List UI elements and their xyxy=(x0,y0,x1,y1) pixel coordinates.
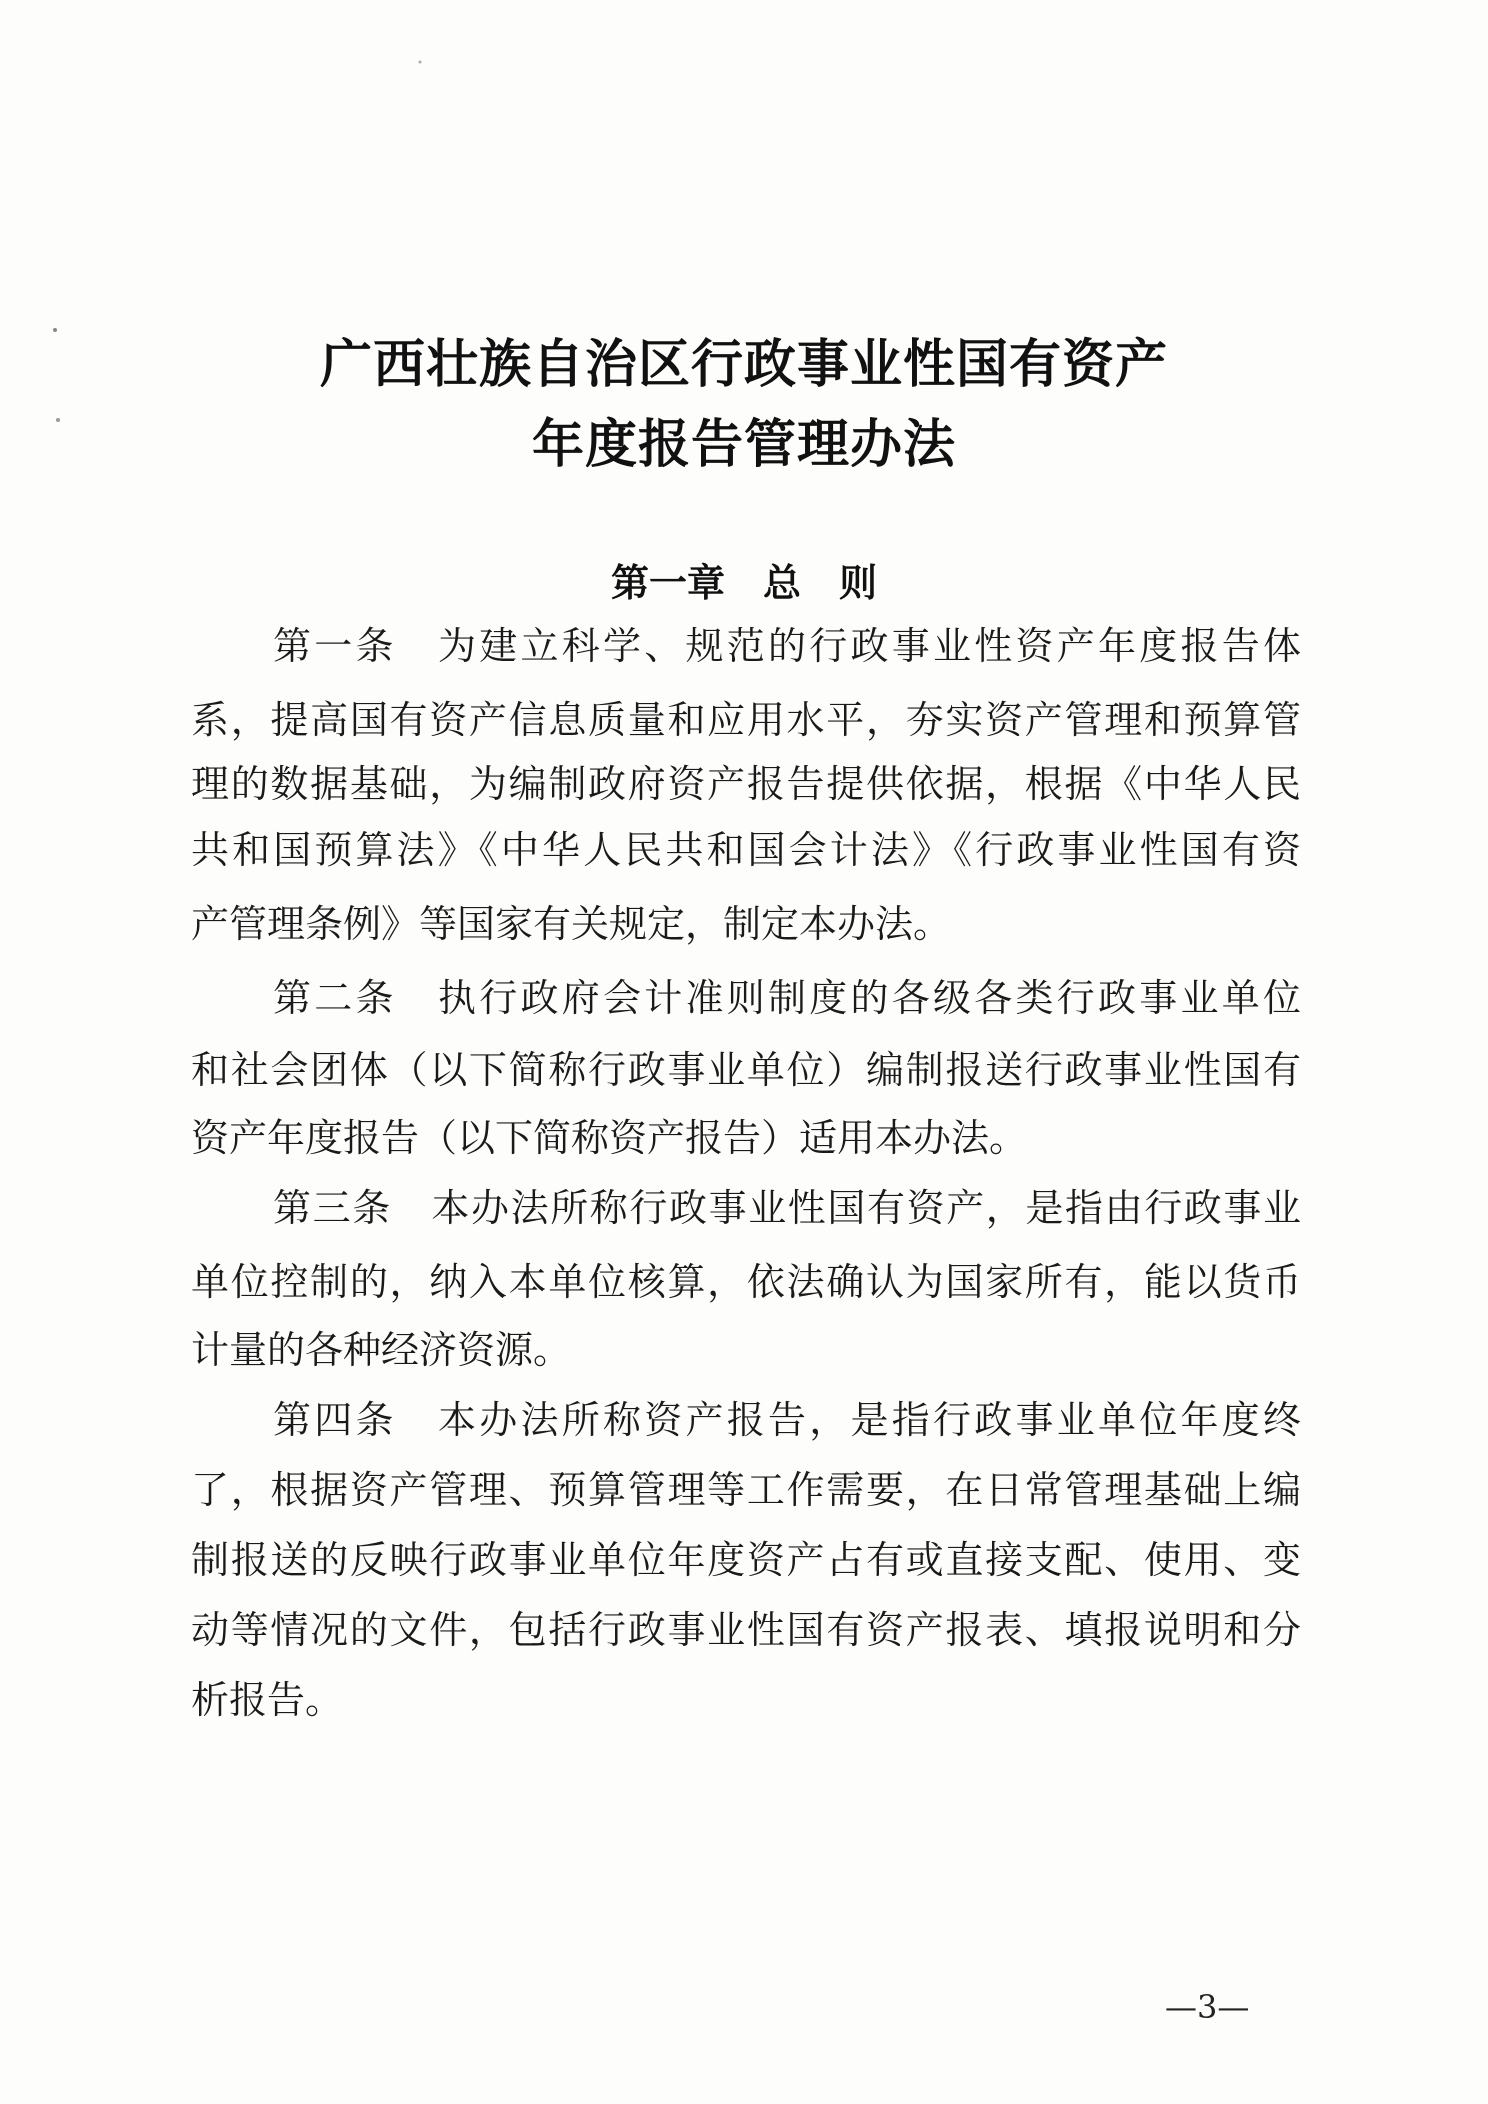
article-1-line-1: 第一条 为建立科学、规范的行政事业性资产年度报告体 xyxy=(273,624,1301,668)
article-1-line-3: 理的数据基础，为编制政府资产报告提供依据，根据《中华人民 xyxy=(191,762,1301,806)
article-4-line-5: 析报告。 xyxy=(191,1678,344,1722)
article-4-line-3: 制报送的反映行政事业单位年度资产占有或直接支配、使用、变 xyxy=(191,1538,1301,1582)
article-2-line-2: 和社会团体（以下简称行政事业单位）编制报送行政事业性国有 xyxy=(191,1048,1301,1092)
article-2-line-3: 资产年度报告（以下简称资产报告）适用本办法。 xyxy=(191,1116,1028,1160)
article-4-line-4: 动等情况的文件，包括行政事业性国有资产报表、填报说明和分 xyxy=(191,1608,1301,1652)
article-1-line-2: 系，提高国有资产信息质量和应用水平，夯实资产管理和预算管 xyxy=(191,698,1301,742)
document-title-line-2: 年度报告管理办法 xyxy=(531,415,956,475)
article-3-line-1: 第三条 本办法所称行政事业性国有资产，是指由行政事业 xyxy=(273,1186,1301,1230)
article-4-line-2: 了，根据资产管理、预算管理等工作需要，在日常管理基础上编 xyxy=(191,1468,1301,1512)
article-3-line-2: 单位控制的，纳入本单位核算，依法确认为国家所有，能以货币 xyxy=(191,1260,1301,1304)
article-3-line-3: 计量的各种经济资源。 xyxy=(191,1328,572,1372)
page-number: —3— xyxy=(1165,1988,1250,2026)
article-2-line-1: 第二条 执行政府会计准则制度的各级各类行政事业单位 xyxy=(273,976,1301,1020)
chapter-heading: 第一章 总 则 xyxy=(610,561,877,605)
article-1-line-4: 共和国预算法》《中华人民共和国会计法》《行政事业性国有资 xyxy=(191,828,1301,872)
article-1-line-5: 产管理条例》等国家有关规定，制定本办法。 xyxy=(191,902,952,946)
article-4-line-1: 第四条 本办法所称资产报告，是指行政事业单位年度终 xyxy=(273,1398,1301,1442)
document-title-line-1: 广西壮族自治区行政事业性国有资产 xyxy=(319,335,1168,395)
